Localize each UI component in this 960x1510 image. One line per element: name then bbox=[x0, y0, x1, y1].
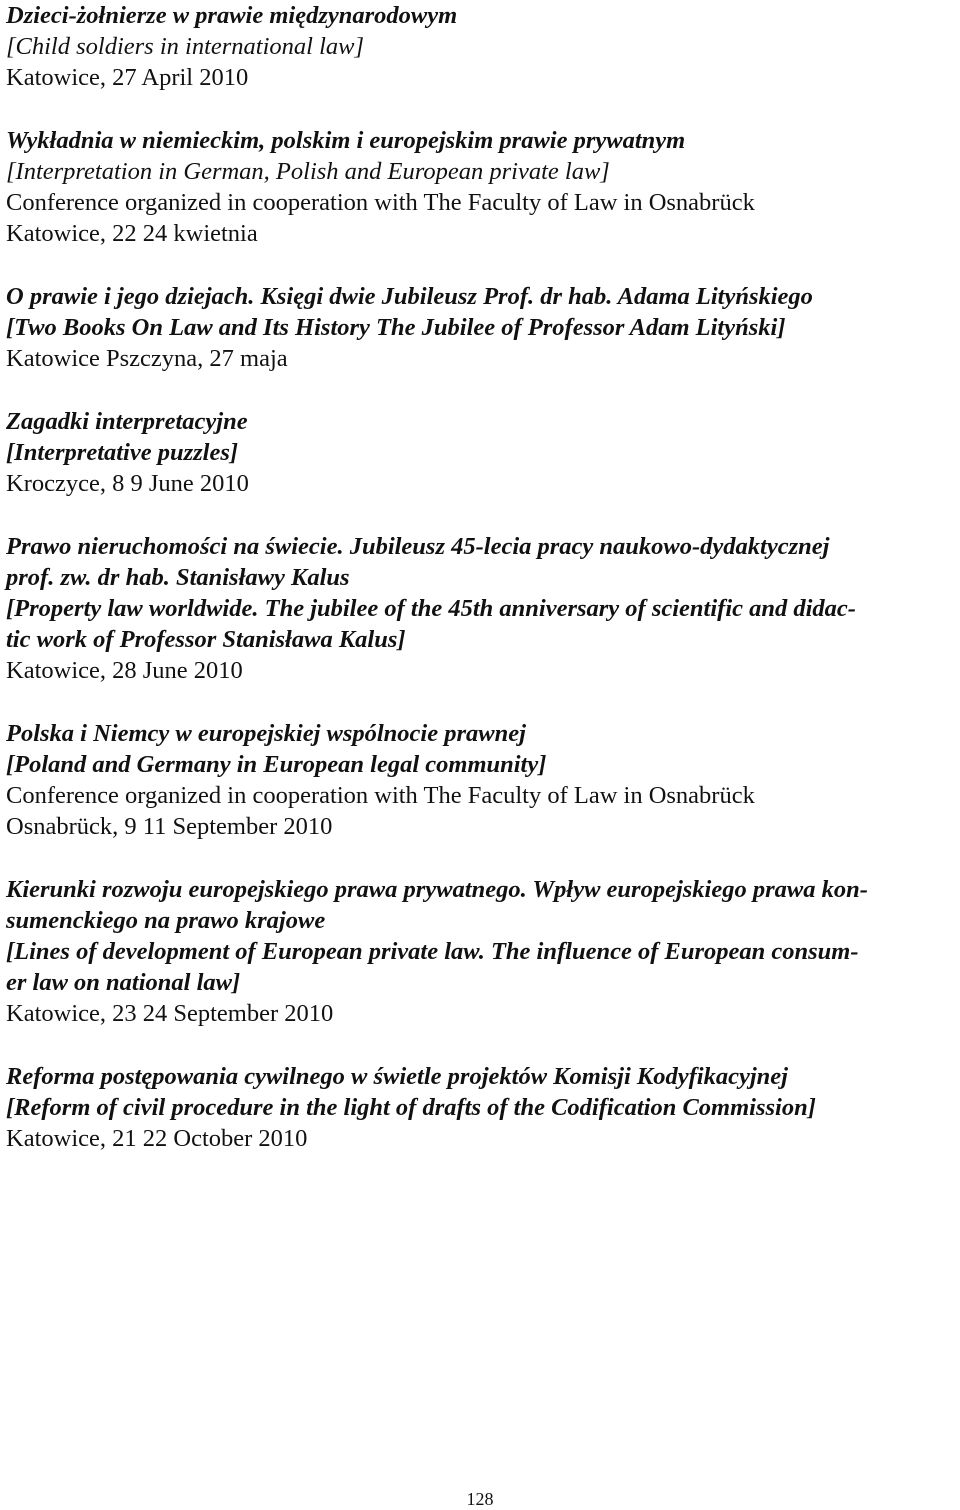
event-place-date: Katowice, 27 April 2010 bbox=[6, 64, 249, 91]
event-entry bbox=[6, 125, 956, 249]
event-entry bbox=[6, 281, 956, 374]
event-note: Conference organized in cooperation with The Faculty of Law in Osnabrück bbox=[6, 189, 755, 216]
event-title: Polska i Niemcy w europejskiej wspólnocie prawnej bbox=[6, 720, 526, 747]
event-title-continued: sumenckiego na prawo krajowe bbox=[6, 907, 326, 934]
event-entry bbox=[6, 531, 956, 686]
event-place-date: Katowice, 21 22 October 2010 bbox=[6, 1125, 308, 1152]
event-note: Conference organized in cooperation with The Faculty of Law in Osnabrück bbox=[6, 782, 755, 809]
event-translation: [Two Books On Law and Its History The Jubilee of Professor Adam Lityński] bbox=[6, 314, 786, 341]
event-place-date: Osnabrück, 9 11 September 2010 bbox=[6, 813, 333, 840]
event-title: Kierunki rozwoju europejskiego prawa prywatnego. Wpływ europejskiego prawa kon- bbox=[6, 876, 868, 903]
page-number: 128 bbox=[466, 1489, 494, 1509]
event-translation: [Lines of development of European private law. The influence of European consum- bbox=[6, 938, 859, 965]
event-title: Dzieci-żołnierze w prawie międzynarodowym bbox=[6, 2, 458, 29]
event-place-date: Katowice, 22 24 kwietnia bbox=[6, 220, 258, 247]
event-entry bbox=[6, 0, 956, 93]
event-entry bbox=[6, 406, 956, 499]
event-translation: [Property law worldwide. The jubilee of the 45th anniversary of scientific and didac- bbox=[6, 595, 856, 622]
event-place-date: Kroczyce, 8 9 June 2010 bbox=[6, 470, 249, 497]
event-title: O prawie i jego dziejach. Księgi dwie Jubileusz Prof. dr hab. Adama Lityńskiego bbox=[6, 283, 813, 310]
event-entry bbox=[6, 718, 956, 842]
event-translation: [Interpretation in German, Polish and European private law] bbox=[6, 158, 610, 185]
event-place-date: Katowice, 28 June 2010 bbox=[6, 657, 243, 684]
event-title: Wykładnia w niemieckim, polskim i europejskim prawie prywatnym bbox=[6, 127, 686, 154]
event-place-date: Katowice, 23 24 September 2010 bbox=[6, 1000, 334, 1027]
event-title-continued: prof. zw. dr hab. Stanisławy Kalus bbox=[6, 564, 350, 591]
event-entry bbox=[6, 874, 956, 1029]
event-entry bbox=[6, 1061, 956, 1154]
event-translation: [Poland and Germany in European legal community] bbox=[6, 751, 547, 778]
event-translation: [Interpretative puzzles] bbox=[6, 439, 239, 466]
event-translation-continued: tic work of Professor Stanisława Kalus] bbox=[6, 626, 406, 653]
event-title: Zagadki interpretacyjne bbox=[6, 408, 248, 435]
event-translation: [Reform of civil procedure in the light of drafts of the Codification Commission] bbox=[6, 1094, 816, 1121]
document-page bbox=[6, 0, 956, 1186]
event-translation-continued: er law on national law] bbox=[6, 969, 241, 996]
event-title: Prawo nieruchomości na świecie. Jubileusz 45-lecia pracy naukowo-dydaktycznej bbox=[6, 533, 830, 560]
event-title: Reforma postępowania cywilnego w świetle projektów Komisji Kodyfikacyjnej bbox=[6, 1063, 788, 1090]
event-place-date: Katowice Pszczyna, 27 maja bbox=[6, 345, 288, 372]
event-translation: [Child soldiers in international law] bbox=[6, 33, 365, 60]
